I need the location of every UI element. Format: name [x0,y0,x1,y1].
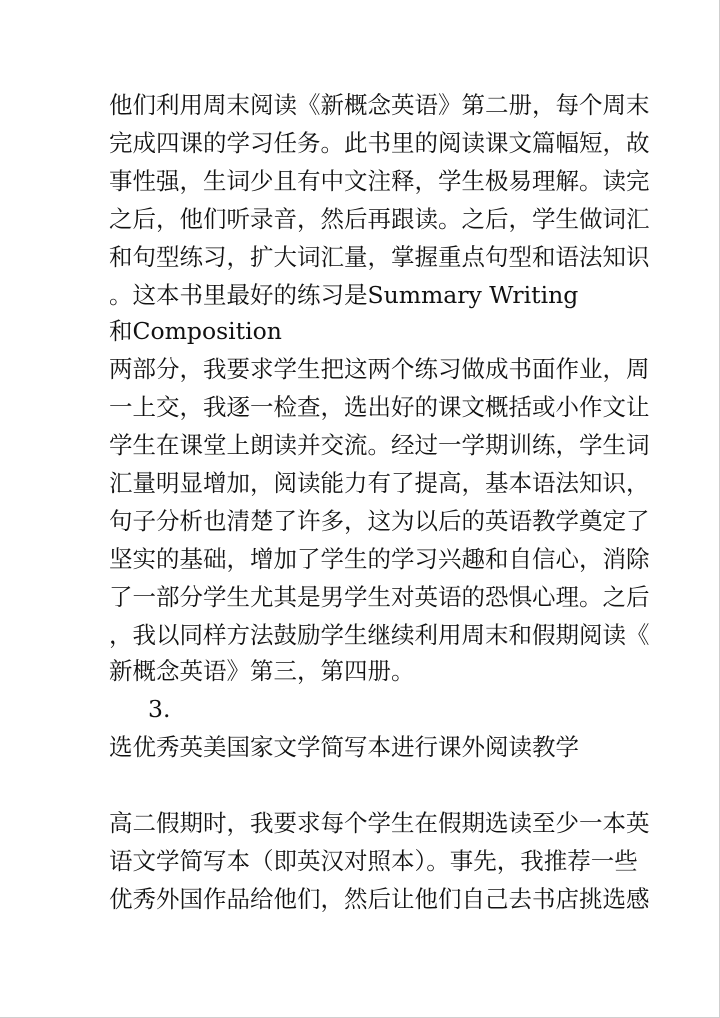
paragraph-line: 和Composition [109,317,282,345]
section-heading: 选优秀英美国家文学简写本进行课外阅读教学 [109,733,579,761]
paragraph-line: 一上交，我逐一检查，选出好的课文概括或小作文让 [109,393,650,421]
paragraph-line: 两部分，我要求学生把这两个练习做成书面作业，周 [109,355,650,383]
paragraph-line: 了一部分学生尤其是男学生对英语的恐惧心理。之后 [109,583,650,611]
paragraph-line: 优秀外国作品给他们，然后让他们自己去书店挑选感 [109,885,650,913]
paragraph-line: 语文学简写本（即英汉对照本）。事先，我推荐一些 [109,847,638,875]
paragraph-line: 句子分析也清楚了许多，这为以后的英语教学奠定了 [109,507,650,535]
paragraph-line: ，我以同样方法鼓励学生继续利用周末和假期阅读《 [109,621,650,649]
paragraph-line: 他们利用周末阅读《新概念英语》第二册，每个周末 [109,91,650,119]
section-number: 3. [148,695,171,723]
paragraph-line: 和句型练习，扩大词汇量，掌握重点句型和语法知识 [109,243,650,271]
paragraph-line: 高二假期时，我要求每个学生在假期选读至少一本英 [109,809,650,837]
paragraph-line: 完成四课的学习任务。此书里的阅读课文篇幅短，故 [109,129,650,157]
paragraph-line: 。这本书里最好的练习是Summary Writing [109,281,579,309]
paragraph-line: 新概念英语》第三，第四册。 [109,657,415,685]
paragraph-line: 坚实的基础，增加了学生的学习兴趣和自信心，消除 [109,545,650,573]
paragraph-line: 学生在课堂上朗读并交流。经过一学期训练，学生词 [109,431,650,459]
paragraph-line: 汇量明显增加，阅读能力有了提高，基本语法知识， [109,469,650,497]
paragraph-line: 事性强，生词少且有中文注释，学生极易理解。读完 [109,167,650,195]
paragraph-line: 之后，他们听录音，然后再跟读。之后，学生做词汇 [109,205,650,233]
